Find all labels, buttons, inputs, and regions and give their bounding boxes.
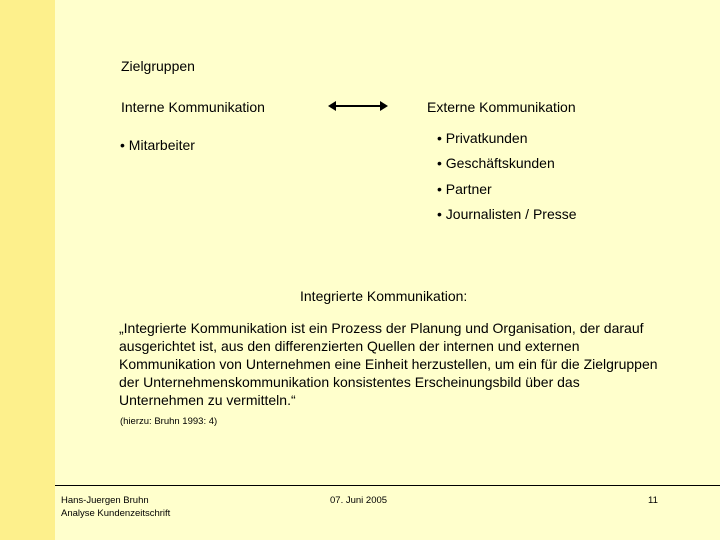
external-list-item: • Partner xyxy=(437,181,492,197)
footer-date: 07. Juni 2005 xyxy=(330,495,388,506)
footer-divider xyxy=(55,485,720,486)
internal-list-item: • Mitarbeiter xyxy=(120,137,195,153)
external-list-item: • Geschäftskunden xyxy=(437,155,555,171)
definition-title: Integrierte Kommunikation: xyxy=(300,288,468,304)
slide-heading: Zielgruppen xyxy=(121,58,195,74)
footer-subtitle: Analyse Kundenzeitschrift xyxy=(61,508,171,519)
external-list-item: • Journalisten / Presse xyxy=(437,206,577,222)
external-list-item: • Privatkunden xyxy=(437,130,528,146)
footer-author: Hans-Juergen Bruhn xyxy=(61,495,149,506)
citation: (hierzu: Bruhn 1993: 4) xyxy=(120,416,218,427)
left-accent-bar xyxy=(0,0,55,540)
definition-quote: „Integrierte Kommunikation ist ein Prozess der Planung und Organisation, der darauf ausgerichtet ist, aus den differenzierten Quellen der internen und externen Kommunikation von Unternehmen eine Einheit herzustellen, um ein für die Zielgruppen der Unternehmenskommunikation konsistentes Erscheinungsbild über das Unternehmen zu vermitteln.“ xyxy=(119,320,658,408)
external-communication-label: Externe Kommunikation xyxy=(427,99,576,115)
internal-communication-label: Interne Kommunikation xyxy=(121,99,265,115)
double-arrow-icon xyxy=(328,99,388,113)
page-number: 11 xyxy=(648,495,658,506)
